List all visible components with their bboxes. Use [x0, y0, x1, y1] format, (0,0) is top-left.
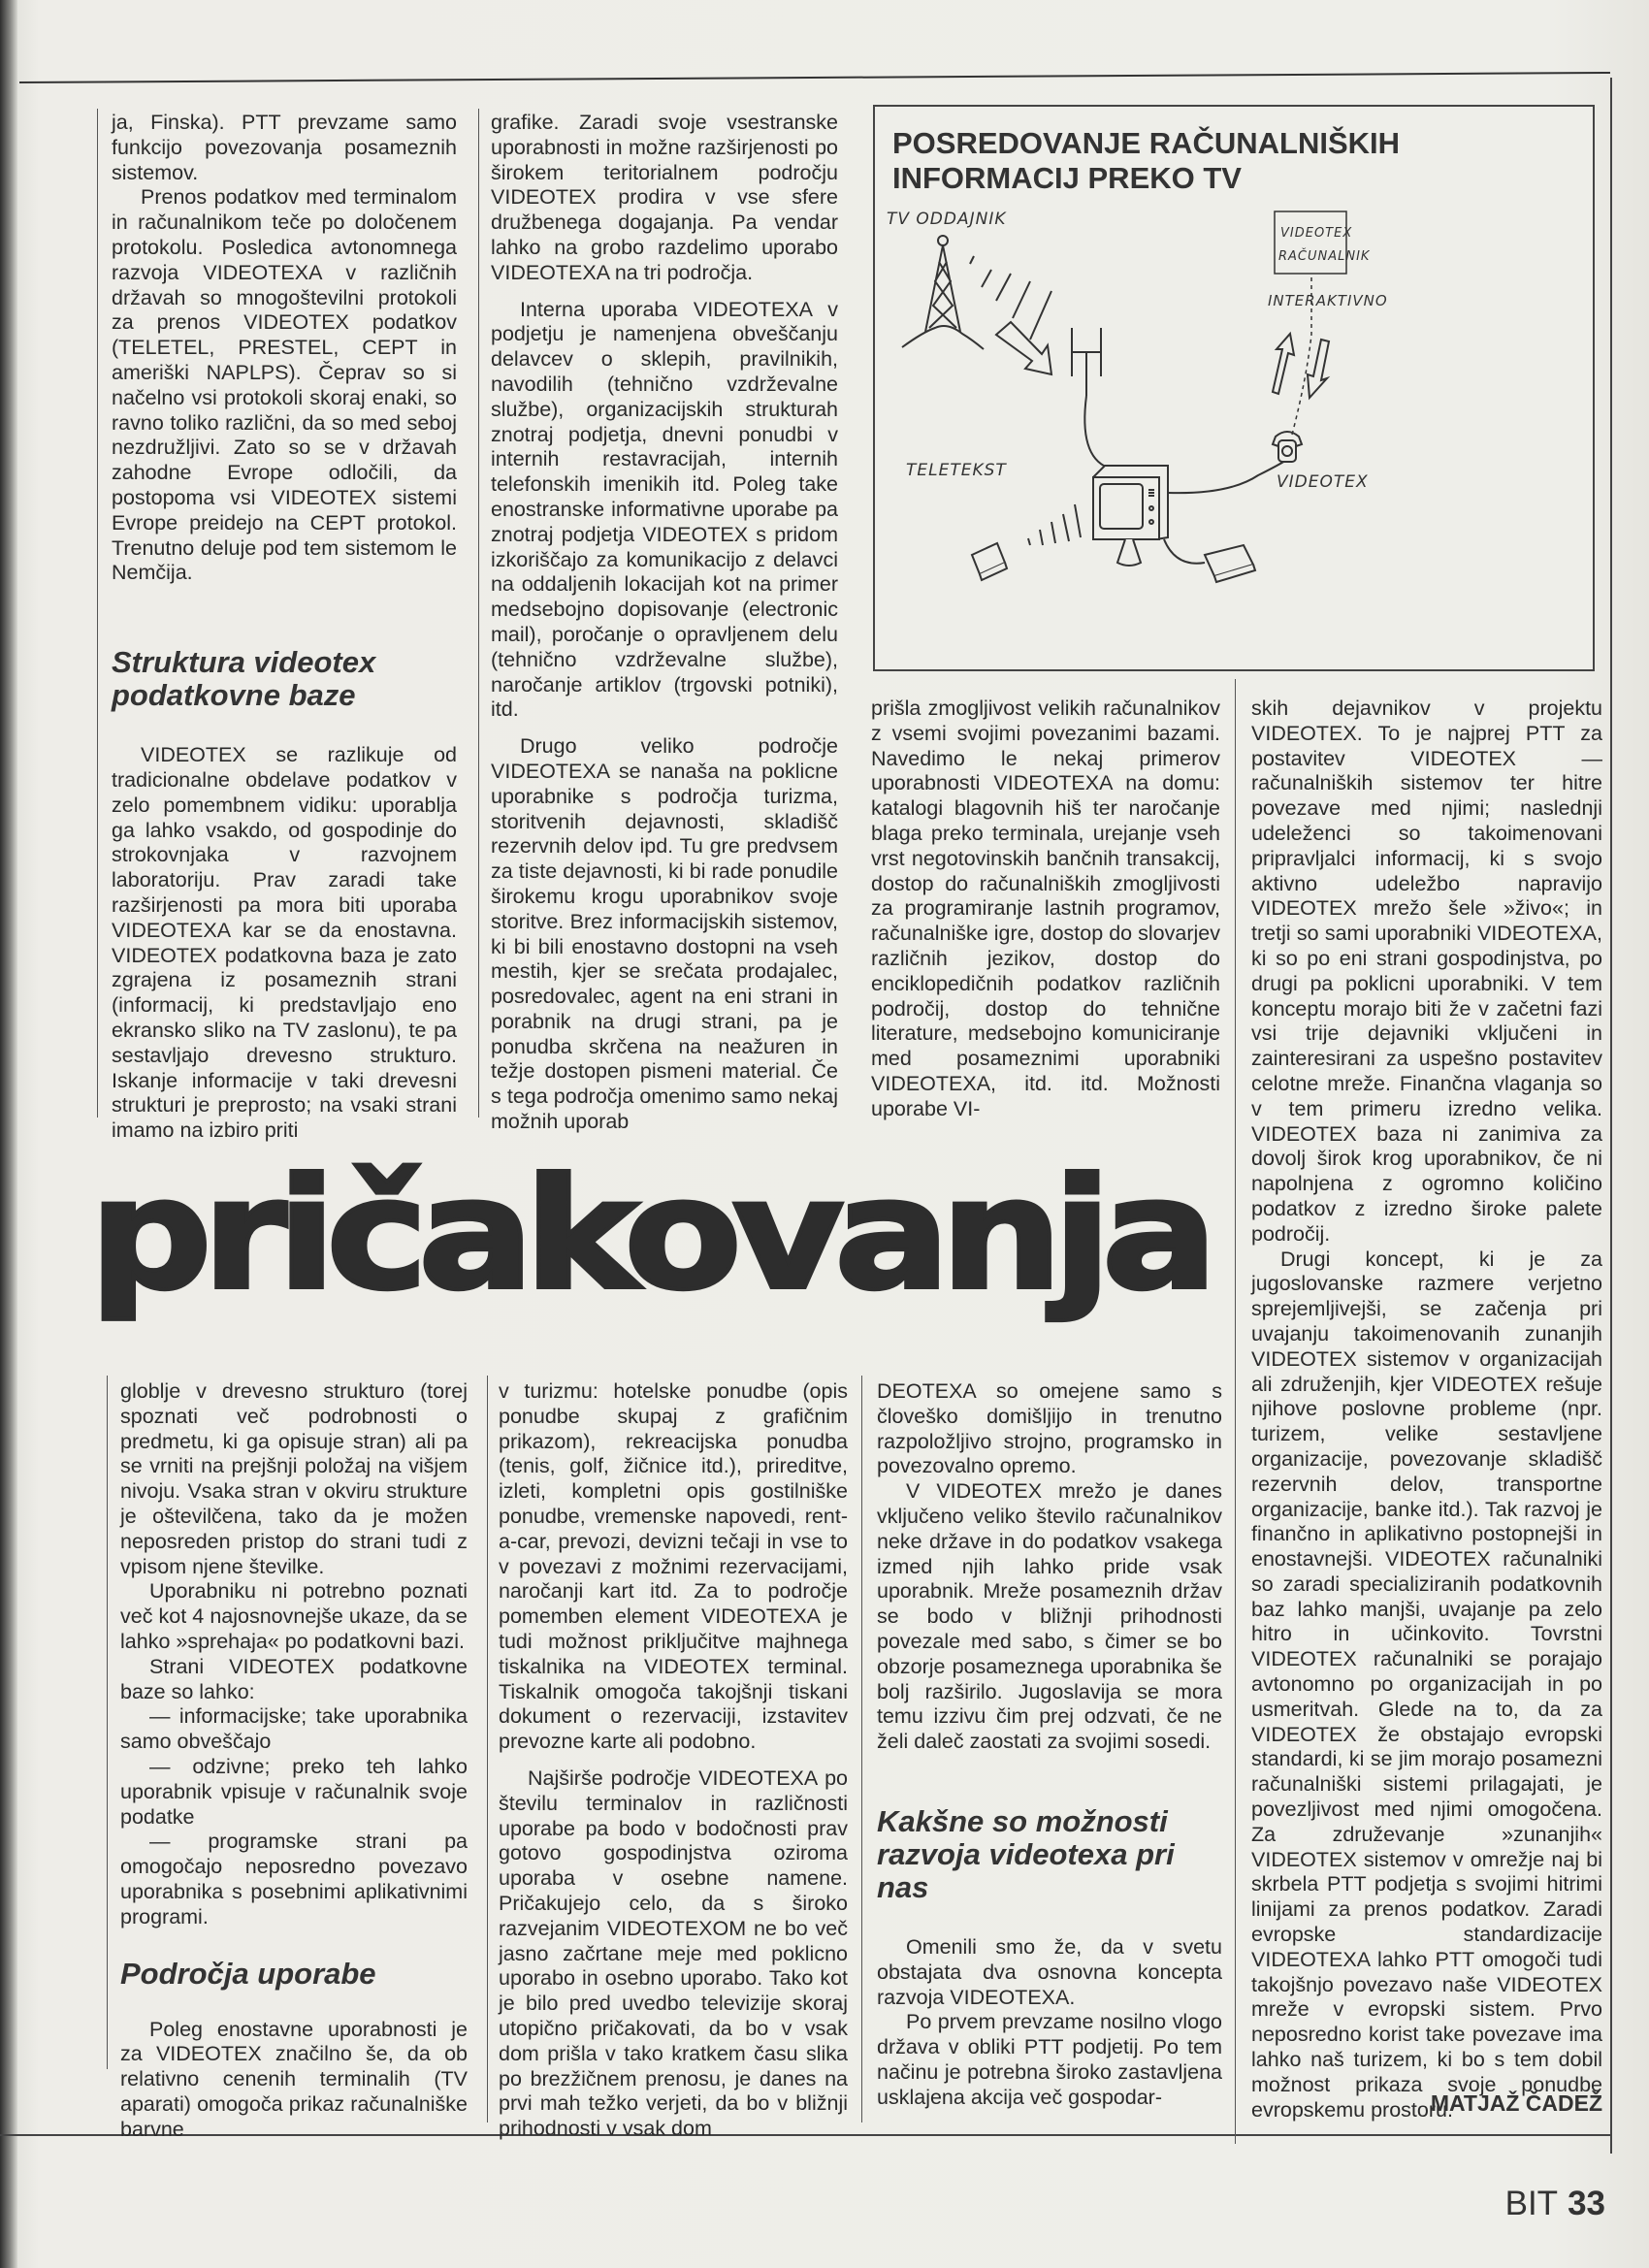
videotex-computer-box	[1275, 211, 1346, 274]
paragraph: Po prvem prevzame nosilno vlogo država v obliki PTT podjetij. Po tem načinu je potrebna široko zastavljena usklajena akcija več gospodar-	[877, 2010, 1222, 2109]
antenna-icon	[1072, 328, 1108, 468]
article-column-3-top	[871, 697, 1220, 1122]
column-divider	[1235, 679, 1236, 2144]
article-column-3-bottom	[877, 1379, 1222, 2111]
paragraph: Uporabniku ni potrebno poznati več kot 4 najosnovnejše ukaze, da se lahko »sprehaja« po podatkovni bazi.	[120, 1579, 468, 1653]
diagram-title-line-1: POSREDOVANJE RAČUNALNIŠKIH	[892, 126, 1401, 160]
label-computer-1: VIDEOTEX	[1280, 226, 1353, 241]
right-rule	[1610, 78, 1612, 2154]
paragraph: DEOTEXA so omejene samo s človeško domišljijo in trenutno razpoložljivo strojno, programsko in povezovalno opremo.	[877, 1379, 1222, 1478]
list-item: — programske strani pa omogočajo neposredno povezavo uporabnika s posebnimi aplikativnimi programi.	[120, 1830, 468, 1928]
paragraph: Omenili smo že, da v svetu obstajata dva osnovna koncepta razvoja VIDEOTEXA.	[877, 1934, 1222, 2009]
tv-tower-icon	[902, 236, 984, 349]
remote-signal-waves-icon	[1028, 504, 1081, 545]
article-headline: pričakovanja	[89, 1146, 1209, 1324]
paragraph: Drugi koncept, ki je za jugoslovanske razmere verjetno sprejemljivejši, se začenja pri uvajanju takoimenovanih zunanjih VIDEOTEX sistemov v organizacijah ali združenjih, kjer VIDEOTEX rešuje njihove poslovne probleme (npr. turizem, velike sestavljene organizacije, povezovanje skladišč rezervnih delov, transportne organizacije, banke itd.). Tak razvoj je finančno in aplikativno postopnejši in enostavnejši. VIDEOTEX računalniki so zaradi specializiranih podatkovnih baz lahko manjši, uvajanje pa zelo hitro in učinkovito. Tovrstni VIDEOTEX računalniki se porajajo avtonomno po organizacijah in po usmeritvah. Glede na to, da za VIDEOTEX že obstajajo evropski standardi, ki se jim morajo posamezni računalniški sistemi prilagajati, je povezljivost med njimi omogočena. Za združevanje »zunanjih« VIDEOTEX sistemov v omrežje naj bi skrbela PTT podjetja s svojimi hitrimi linijami za prenos podatkov. Zaradi evropske standardizacije VIDEOTEXA lahko PTT omogoči tudi takojšnjo povezavo naše VIDEOTEX mreže v evropski sistem. Prvo neposredno korist take povezave ima lahko naš turizem, ki bo s tem dobil možnost prikaza svoje ponudbe evropskemu prostoru.	[1251, 1247, 1602, 2122]
telephone-icon	[1273, 432, 1302, 462]
paragraph: V VIDEOTEX mrežo je danes vključeno veliko število računalnikov neke države in do podatkov vsakega izmed njih lahko pride vsak uporabnik. Mreže posameznih držav se bodo v bližnji prihodnosti povezale med sabo, s čimer se bo obzorje posameznega uporabnika še bolj razširilo. Jugoslavija se mora temu izzivu čim prej odzvati, če ne želi daleč zaostati za svojimi sosedi.	[877, 1479, 1222, 1754]
paragraph: Najširše področje VIDEOTEXA po številu terminalov in različnosti uporabe pa bodo v bodočnosti prav gotovo gospodinjstva oziroma uporaba v osebne namene. Pričakujejo celo, da s široko razvejanim VIDEOTEXOM ne bo več jasno začrtane meje med poklicno uporabo in osebno uporabo. Tako kot je bilo pred uvedbo televizije skoraj utopično pričakovati, da bo v vsak dom prišla v tako kratkem času slika po brezžičnem prenosu, je danes na prvi mah težko verjeti, da bo v bližnji prihodnosti v vsak dom	[499, 1766, 848, 2141]
page-number: 33	[1568, 2185, 1605, 2222]
label-interactive: INTERAKTIVNO	[1268, 292, 1388, 309]
signal-arrow-icon	[996, 322, 1051, 374]
section-heading-kaksne: Kakšne so možnosti razvoja videotexa pri nas	[877, 1803, 1175, 1904]
keyboard-icon	[1205, 545, 1255, 582]
diagram-illustration	[875, 107, 1593, 669]
paragraph: ja, Finska). PTT prevzame samo funkcijo povezovanja posameznih sistemov.	[112, 111, 457, 184]
author-byline: MATJAŽ ČADEŽ	[1430, 2090, 1602, 2116]
list-item: — informacijske; take uporabnika samo obveščajo	[120, 1704, 468, 1754]
magazine-name: BIT	[1504, 2185, 1559, 2222]
article-column-2-top	[491, 111, 838, 1135]
television-icon	[1093, 466, 1168, 566]
paragraph: globlje v drevesno strukturo (torej spoznati več podrobnosti o predmetu, ki ga opisuje stran) ali pa se vrniti na prejšnji položaj na višjem nivoju. Vsaka stran v okviru strukture je oštevilčena, tako da je možen neposreden pristop do strani tudi z vpisom njene številke.	[120, 1379, 468, 1578]
label-computer-2: RAČUNALNIK	[1278, 249, 1371, 264]
column-divider	[861, 1376, 862, 2122]
article-column-4	[1251, 697, 1602, 2122]
paragraph: Poleg enostavne uporabnosti je za VIDEOTEX značilno še, da ob relativno cenenih terminalih (TV aparati) omogoča prikaz računalniške barvne	[120, 2017, 468, 2141]
binding-spine	[0, 0, 17, 2268]
column-divider	[487, 1376, 488, 2122]
paragraph: prišla zmogljivost velikih računalnikov z vsemi svojimi povezanimi bazami. Navedimo le nekaj primerov uporabnosti VIDEOTEXA na domu: katalogi blagovnih hiš ter naročanje blaga preko terminala, urejanje vseh vrst negotovinskih bančnih transakcij, dostop do računalniških zmogljivosti za programiranje lastnih programov, računalniške igre, dostop do slovarjev različnih jezikov, dostop do enciklopedičnih podatkov različnih področij, dostop do tehnične literature, medsebojno komuniciranje med posameznimi uporabniki VIDEOTEXA, itd. itd. Možnosti uporabe VI-	[871, 697, 1220, 1120]
diagram-box	[873, 105, 1595, 671]
section-heading-podrocja: Področja uporabe	[120, 1956, 376, 1991]
paragraph: v turizmu: hotelske ponudbe (opis ponudbe skupaj z grafičnim prikazom), rekreacijska ponudba (tenis, golf, žičnice itd.), prireditve, izleti, kompletni opis gostilniške ponudbe, vremenske napovedi, rent-a-car, prevozi, devizni tečaji in vse to v povezavi z možnimi rezervacijami, naročanji kart itd. Za to področje pomemben element VIDEOTEXA je tudi možnost priključitve majhnega tiskalnika na VIDEOTEX terminal. Tiskalnik omogoča takojšnji tiskani dokument o rezervaciji, izstavitev prevozne karte ali podobno.	[499, 1379, 848, 1754]
list-item: — odzivne; preko teh lahko uporabnik vpisuje v računalnik svoje podatke	[120, 1754, 468, 1829]
keyboard-cable	[1164, 539, 1205, 564]
article-column-2-bottom	[499, 1379, 848, 2142]
column-divider	[107, 1376, 108, 2069]
down-arrow-icon	[1308, 340, 1329, 398]
remote-control-icon	[972, 543, 1007, 580]
article-column-1-top	[112, 111, 457, 1144]
up-arrow-icon	[1273, 334, 1294, 394]
section-heading-struktura: Struktura videotex podatkovne baze	[112, 645, 376, 713]
diagram-title-line-2: INFORMACIJ PREKO TV	[892, 161, 1242, 195]
label-videotex: VIDEOTEX	[1277, 472, 1369, 492]
paragraph: skih dejavnikov v projektu VIDEOTEX. To je najprej PTT za postavitev VIDEOTEX — računalniških sistemov ter hitre povezave med njimi; naslednji udeleženci so takoimenovani pripravljalci informacij, ki s svojo aktivno udeležbo napravijo VIDEOTEX mrežo šele »živo«; in tretji so sami uporabniki VIDEOTEXA, ki so po eni strani gospodinjstva, po drugi pa poklicni uporabniki. V tem konceptu morajo biti že v začetni fazi vsi trije dejavniki vključeni in zainteresirani za uspešno postavitev celotne mreže. Finančna vlaganja so v tem primeru izredno velika. VIDEOTEX baza ni zanimiva za dovolj širok krog uporabnikov, če ni napolnjena z ogromno količino podatkov z izredno široke palete področij.	[1251, 697, 1602, 1246]
paragraph: VIDEOTEX se razlikuje od tradicionalne obdelave podatkov v zelo pomembnem vidiku: uporablja ga lahko vsakdo, od gospodinje do strokovnjaka v razvojnem laboratoriju. Prav zaradi take razširjenosti pa mora biti uporaba VIDEOTEXA kar se da enostavna. VIDEOTEX podatkovna baza je zato zgrajena iz posameznih strani (informacij, ki predstavljajo eno ekransko sliko na TV zaslonu), te pa sestavljajo drevesno strukturo. Iskanje informacije v taki drevesni strukturi je preprosto; na vsaki strani imamo na izbiro priti	[112, 743, 457, 1143]
paragraph: Interna uporaba VIDEOTEXA v podjetju je namenjena obveščanju delavcev o sklepih, pravilnikih, navodilih (tehnično vzdrževalne službe), organizacijskih strukturah znotraj podjetja, dnevni ponudbi v internih restavracijah, internih telefonskih imenikih itd. Poleg take enostranske informativne uporabe pa znotraj podjetja VIDEOTEX s pridom izkoriščajo za komunikacijo z delavci na oddaljenih lokacijah kot na primer medsebojno dopisovanje (electronic mail), poročanje o opravljenem delu (tehnično vzdrževalne službe), naročanje artiklov (trgovski potniki), itd.	[491, 297, 838, 722]
phone-cable	[1168, 456, 1292, 493]
paragraph: Drugo veliko področje VIDEOTEXA se nanaša na poklicne uporabnike s področja turizma, storitvenih dejavnosti, skladišč rezervnih delov ipd. Tu gre predvsem za tiste dejavnosti, ki bi rade ponudile širokemu krogu uporabnikov svoje storitve. Brez informacijskih sistemov, ki bi bili enostavno dostopni na vseh mestih, kjer se srečata prodajalec, posredovalec, agent na eni strani in porabnik na drugi strani, pa je ponudba skrčena na neažuren in težje dostopen pismeni material. Če s tega področja omenimo samo nekaj možnih uporab	[491, 734, 838, 1134]
label-tv-transmitter: TV ODDAJNIK	[887, 210, 1007, 229]
page-folio	[1436, 2185, 1605, 2223]
label-teletext: TELETEKST	[906, 461, 1007, 480]
paragraph: Strani VIDEOTEX podatkovne baze so lahko:	[120, 1654, 468, 1703]
column-divider	[97, 109, 98, 1118]
column-divider	[478, 109, 479, 1118]
top-rule	[19, 72, 1610, 83]
paragraph: Prenos podatkov med terminalom in računalnikom teče po določenem protokolu. Posledica avtonomnega razvoja VIDEOTEXA v različnih državah so mnogoštevilni protokoli za prenos VIDEOTEX podatkov (TELETEL, PRESTEL, CEPT in ameriški NAPLPS). Čeprav so si načelno vsi protokoli skoraj enaki, so ravno toliko različni, da so med seboj nezdružljivi. Zato so se v državah zahodne Evrope odločili, da postopoma vsi VIDEOTEX sistemi Evrope preidejo na CEPT protokol. Trenutno deluje pod tem sistemom le Nemčija.	[112, 185, 457, 585]
article-column-1-bottom	[120, 1379, 468, 2143]
paragraph: grafike. Zaradi svoje vsestranske uporabnosti in možne razširjenosti po širokem teritorialnem področju VIDEOTEX prodira v vse sfere družbenega dogajanja. Pa vendar lahko na grobo razdelimo uporabo VIDEOTEXA na tri področja.	[491, 111, 838, 284]
